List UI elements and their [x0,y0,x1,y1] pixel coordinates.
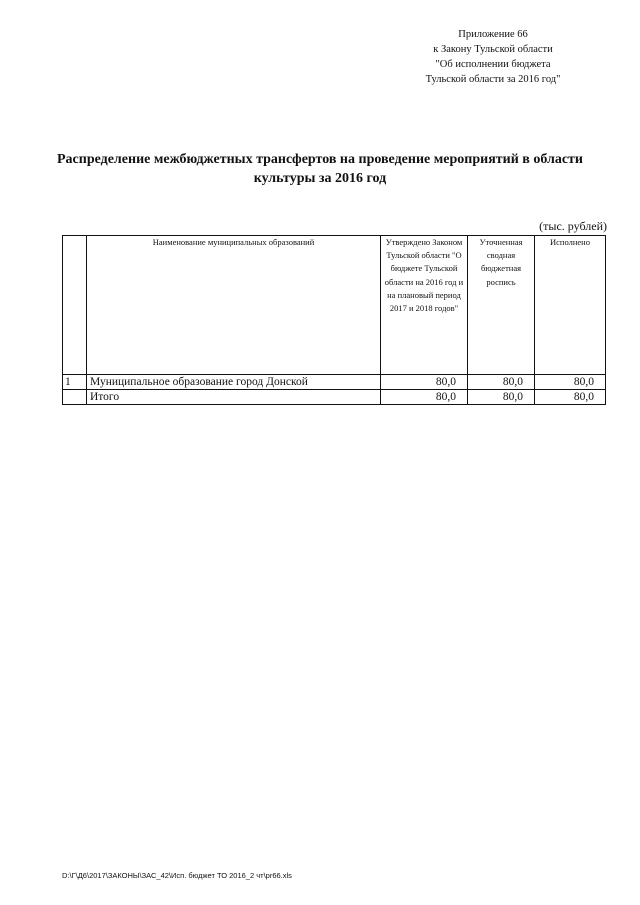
header-executed: Исполнено [535,236,606,375]
row-executed: 80,0 [535,375,606,390]
row-num: 1 [63,375,87,390]
appendix-line-3: "Об исполнении бюджета [435,59,551,70]
row-refined: 80,0 [468,375,535,390]
appendix-header [400,27,586,87]
total-approved: 80,0 [381,390,468,405]
total-name: Итого [87,390,381,405]
units-label: (тыс. рублей) [539,219,607,233]
row-name: Муниципальное образование город Донской [87,375,381,390]
table-header-row [63,236,606,375]
header-refined: Уточненная сводная бюджетная роспись [468,236,535,375]
table-row [63,375,606,390]
row-approved: 80,0 [381,375,468,390]
total-refined: 80,0 [468,390,535,405]
appendix-line-2: к Закону Тульской области [433,44,553,55]
title-line-2: культуры за 2016 год [253,171,387,186]
total-num [63,390,87,405]
file-path-footer: D:\Г\Д6\2017\ЗАКОНЫ\ЗАС_42\Исп. бюджет ТО 2016_2 чт\pr66.xls [62,871,292,880]
header-num [63,236,87,375]
transfers-table [62,235,606,405]
header-name: Наименование муниципальных образований [87,236,381,375]
appendix-line-4: Тульской области за 2016 год" [425,74,561,85]
title-line-1: Распределение межбюджетных трансфертов на проведение мероприятий в области [56,152,583,167]
appendix-line-1: Приложение 66 [458,29,528,40]
header-approved: Утверждено Законом Тульской области "О бюджете Тульской области на 2016 год и на плановый период 2017 и 2018 годов" [381,236,468,375]
total-executed: 80,0 [535,390,606,405]
document-title [40,150,600,188]
table-total-row [63,390,606,405]
